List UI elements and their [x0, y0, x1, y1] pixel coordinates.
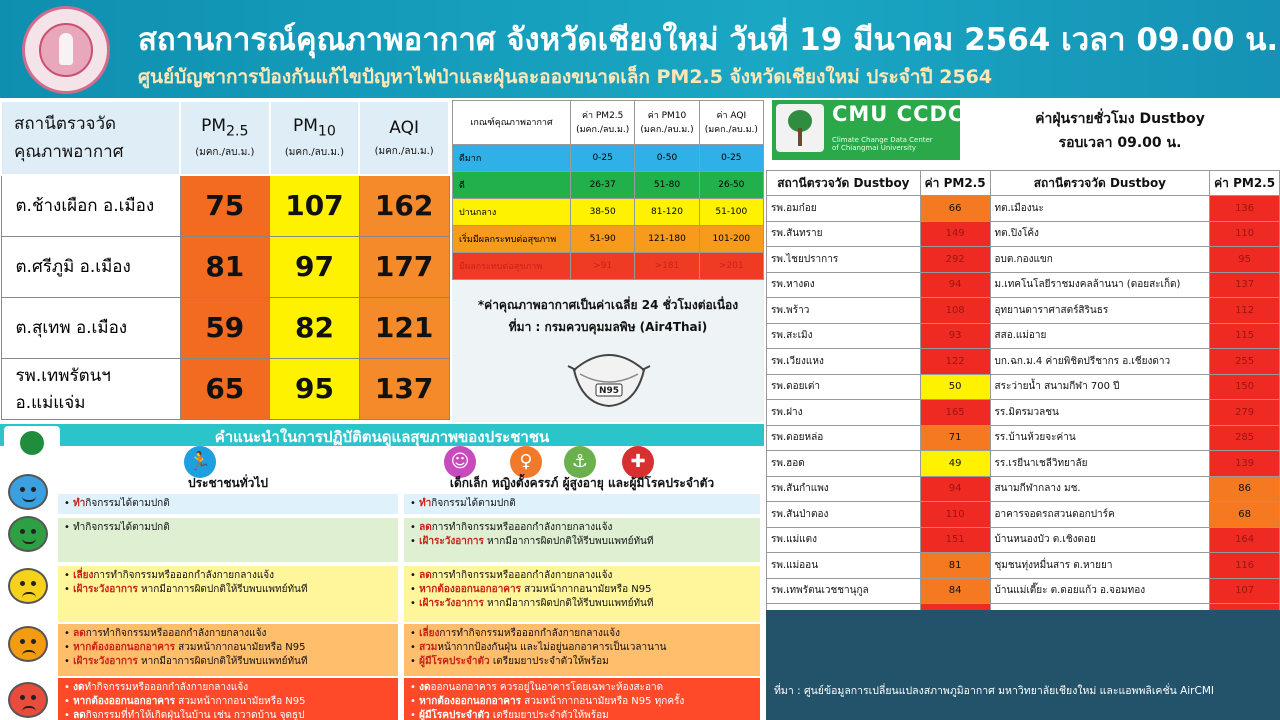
bullet-icon: •: [64, 696, 74, 707]
risk-advice-level-2: [404, 518, 760, 562]
dustboy-station-right: บก.ฉก.ม.4 ค่ายพิชิตปรีชากร อ.เชียงดาว: [990, 349, 1210, 375]
risk-advice-level-1: [404, 494, 760, 514]
dustboy-station-right: รร.มิตรมวลชน: [990, 400, 1210, 426]
advice-text: กิจกรรมได้ตามปกติ: [85, 498, 170, 509]
general-advice-level-1: [58, 494, 398, 514]
dustboy-pm-left: 93: [920, 323, 990, 349]
pm10-header: [270, 101, 360, 175]
advice-line: [410, 709, 754, 720]
general-advice-level-5: [58, 678, 398, 720]
advice-line: [64, 497, 392, 511]
station-name: ต.ช้างเผือก อ.เมือง: [1, 175, 180, 236]
table-row: [767, 502, 1280, 528]
advice-keyword: เฝ้าระวังอาการ: [419, 536, 484, 547]
criteria-aqi-unit: (มคก./ลบ.ม.): [704, 124, 758, 135]
pm25-value: 81: [180, 236, 270, 297]
advice-text: สวมหน้ากากอนามัยหรือ N95: [520, 584, 652, 595]
runner-icon: 🏃: [184, 446, 216, 478]
dustboy-pm-left: 108: [920, 298, 990, 324]
dustboy-table: [766, 170, 1280, 655]
aqi-header: [359, 101, 449, 175]
criteria-level: ปานกลาง: [453, 199, 571, 226]
criteria-level: ดี: [453, 172, 571, 199]
dustboy-station-left: รพ.สันกำแพง: [767, 476, 921, 502]
advice-line: [64, 569, 392, 583]
advice-text: ทำกิจกรรมหรือออกกำลังกายกลางแจ้ง: [84, 682, 249, 693]
face-very-good-icon: [8, 474, 48, 510]
advice-text: ทำกิจกรรมได้ตามปกติ: [73, 522, 170, 533]
criteria-pm10-unit: (มคก./ลบ.ม.): [640, 124, 694, 135]
criteria-pm10: 81-120: [635, 199, 699, 226]
bullet-icon: •: [410, 536, 420, 547]
dustboy-pm-right: 107: [1210, 578, 1280, 604]
advice-text: สวมหน้ากากอนามัยหรือ N95 ทุกครั้ง: [520, 696, 685, 707]
dustboy-pm-right: 139: [1210, 451, 1280, 477]
dustboy-station-left: รพ.ฝาง: [767, 400, 921, 426]
dustboy-pm-right: 150: [1210, 374, 1280, 400]
bullet-icon: •: [64, 570, 74, 581]
dustboy-pm-left: 66: [920, 196, 990, 222]
dustboy-pm-left: 165: [920, 400, 990, 426]
face-good-icon: [8, 516, 48, 552]
risk-group-label: เด็กเล็ก หญิงตั้งครรภ์ ผู้สูงอายุ และผู้มีโรคประจำตัว: [449, 476, 715, 490]
dustboy-station-left: รพ.สะเมิง: [767, 323, 921, 349]
dustboy-station-left: รพ.แม่ออน: [767, 553, 921, 579]
table-row: [1, 358, 449, 419]
dustboy-station-left: รพ.เทพรัตนเวชชานุกูล: [767, 578, 921, 604]
table-row: [767, 349, 1280, 375]
criteria-pm25: 38-50: [571, 199, 635, 226]
pm10-value: 107: [270, 175, 360, 236]
advice-line: [410, 655, 754, 669]
advice-line: [64, 681, 392, 695]
dustboy-pm-left: 50: [920, 374, 990, 400]
criteria-note-source: ที่มา : กรมควบคุมมลพิษ (Air4Thai): [508, 320, 708, 334]
criteria-aqi: 101-200: [699, 226, 763, 253]
dustboy-station-header-right: สถานีตรวจวัด Dustboy: [990, 171, 1210, 196]
dustboy-pm-right: 279: [1210, 400, 1280, 426]
criteria-row: [453, 253, 764, 280]
face-mouth: [22, 592, 36, 598]
dustboy-pm-left: 94: [920, 272, 990, 298]
criteria-note: [452, 294, 764, 338]
advice-keyword: งด: [73, 682, 85, 693]
advice-text: สวมหน้ากากอนามัยหรือ N95: [174, 642, 306, 653]
aqi-value: 137: [359, 358, 449, 419]
face-mouth: [22, 538, 36, 544]
dustboy-station-left: รพ.เวียงแหง: [767, 349, 921, 375]
advice-text: การทำกิจกรรมหรือออกกำลังกายกลางแจ้ง: [431, 522, 613, 533]
advice-line: [410, 583, 754, 597]
advice-line: [64, 709, 392, 720]
bullet-icon: •: [64, 642, 74, 653]
dustboy-title-line2: รอบเวลา 09.00 น.: [1058, 135, 1182, 151]
seal-emblem-icon: [39, 23, 93, 77]
station-name: รพ.เทพรัตนฯ อ.แม่แจ่ม: [1, 358, 180, 419]
bullet-icon: •: [410, 710, 420, 720]
criteria-pm25: 26-37: [571, 172, 635, 199]
dustboy-station-right: รร.เรยีนาเชลีวิทยาลัย: [990, 451, 1210, 477]
advice-text: หากมีอาการผิดปกติให้รีบพบแพทย์ทันที: [483, 536, 654, 547]
dustboy-station-right: อาคารจอดรถสวนดอกปาร์ค: [990, 502, 1210, 528]
criteria-pm10: 121-180: [635, 226, 699, 253]
criteria-aqi: 26-50: [699, 172, 763, 199]
dustboy-pm-left: 110: [920, 502, 990, 528]
cmu-sub-line1: Climate Change Data Center: [832, 136, 933, 144]
dustboy-station-left: รพ.ไชยปราการ: [767, 247, 921, 273]
bullet-icon: •: [64, 498, 74, 509]
face-moderate-icon: [8, 568, 48, 604]
pm25-value: 75: [180, 175, 270, 236]
pm25-unit: (มคก./ลบ.ม.): [195, 147, 255, 159]
criteria-pm25: >91: [571, 253, 635, 280]
criteria-aqi-label: ค่า AQI: [716, 110, 747, 121]
dustboy-title-line1: ค่าฝุ่นรายชั่วโมง Dustboy: [1035, 111, 1205, 127]
face-mouth: [22, 496, 36, 502]
table-row: [767, 221, 1280, 247]
advice-keyword: ทำ: [419, 498, 432, 509]
advice-line: [64, 655, 392, 669]
risk-advice-level-4: [404, 624, 760, 676]
criteria-aqi: >201: [699, 253, 763, 280]
general-advice-level-2: [58, 518, 398, 562]
dustboy-pm-left: 84: [920, 578, 990, 604]
bullet-icon: •: [64, 584, 74, 595]
dustboy-pm-right: 68: [1210, 502, 1280, 528]
bullet-icon: •: [64, 682, 74, 693]
advice-text: การทำกิจกรรมหรือออกกำลังกายกลางแจ้ง: [85, 628, 267, 639]
dustboy-station-left: รพ.ดอยหล่อ: [767, 425, 921, 451]
face-unhealthy-icon: [8, 626, 48, 662]
patient-icon: ✚: [622, 446, 654, 478]
dustboy-pm-left: 149: [920, 221, 990, 247]
criteria-aqi: 0-25: [699, 145, 763, 172]
advice-line: [410, 681, 754, 695]
criteria-pm10: 51-80: [635, 172, 699, 199]
elderly-icon: ⚓: [564, 446, 596, 478]
page-subtitle: ศูนย์บัญชาการป้องกันแก้ไขปัญหาไฟป่าและฝุ่นละอองขนาดเล็ก PM2.5 จังหวัดเชียงใหม่ ประจำปี 2564: [138, 66, 993, 88]
bullet-icon: •: [410, 642, 420, 653]
dustboy-station-left: รพ.พร้าว: [767, 298, 921, 324]
criteria-pm25: 51-90: [571, 226, 635, 253]
bullet-icon: •: [64, 628, 74, 639]
table-row: [767, 247, 1280, 273]
bullet-icon: •: [410, 598, 420, 609]
pm10-header-sub: 10: [317, 123, 336, 140]
table-row: [767, 374, 1280, 400]
dustboy-pm-right: 285: [1210, 425, 1280, 451]
advice-keyword: หากต้องออกนอกอาคาร: [419, 584, 521, 595]
table-row: [767, 527, 1280, 553]
advice-text: เตรียมยาประจำตัวให้พร้อม: [489, 656, 609, 667]
table-row: [767, 400, 1280, 426]
pm10-header-label: PM: [292, 115, 318, 136]
advice-keyword: เฝ้าระวังอาการ: [73, 656, 138, 667]
dustboy-pm-right: 110: [1210, 221, 1280, 247]
advice-text: การทำกิจกรรมหรือออกกำลังกายกลางแจ้ง: [439, 628, 621, 639]
dustboy-table-body: [767, 196, 1280, 655]
advice-line: [410, 597, 754, 611]
face-mouth: [22, 650, 36, 656]
criteria-label-header: เกณฑ์คุณภาพอากาศ: [453, 101, 571, 145]
general-advice-level-3: [58, 566, 398, 622]
criteria-note-avg: *ค่าคุณภาพอากาศเป็นค่าเฉลี่ย 24 ชั่วโมงต่อเนื่อง: [477, 298, 739, 312]
pm25-header-label: PM: [201, 115, 227, 136]
advice-keyword: หากต้องออกนอกอาคาร: [419, 696, 521, 707]
dustboy-pm-left: 49: [920, 451, 990, 477]
criteria-pm10-label: ค่า PM10: [647, 110, 687, 121]
pm25-value: 65: [180, 358, 270, 419]
pm25-header: [180, 101, 270, 175]
table-row: [1, 236, 449, 297]
criteria-pm25-header: [571, 101, 635, 145]
page-title: สถานการณ์คุณภาพอากาศ จังหวัดเชียงใหม่ วันที่ 19 มีนาคม 2564 เวลา 09.00 น.: [138, 22, 1279, 58]
station-name: ต.สุเทพ อ.เมือง: [1, 297, 180, 358]
bullet-icon: •: [64, 710, 74, 720]
advice-line: [64, 695, 392, 709]
general-public-label: ประชาชนทั่วไป: [187, 476, 269, 490]
pm10-value: 95: [270, 358, 360, 419]
table-row: [767, 298, 1280, 324]
criteria-pm10: 0-50: [635, 145, 699, 172]
dustboy-station-left: รพ.สันทราย: [767, 221, 921, 247]
dustboy-station-right: ชุมชนทุ่งหมื่นสาร ต.หายยา: [990, 553, 1210, 579]
criteria-pm10: >181: [635, 253, 699, 280]
advice-text: การทำกิจกรรมหรือออกกำลังกายกลางแจ้ง: [93, 570, 275, 581]
criteria-row: [453, 172, 764, 199]
criteria-aqi: 51-100: [699, 199, 763, 226]
advice-keyword: ผู้มีโรคประจำตัว: [419, 710, 490, 720]
dustboy-station-right: อุทยานดาราศาสตร์สิรินธร: [990, 298, 1210, 324]
advice-keyword: เลี่ยง: [419, 628, 440, 639]
risk-advice-level-5: [404, 678, 760, 720]
risk-group-header: [404, 446, 760, 492]
station-name-header: สถานีตรวจวัด คุณภาพอากาศ: [1, 101, 180, 175]
advice-line: [410, 535, 754, 549]
criteria-pm25: 0-25: [571, 145, 635, 172]
advice-keyword: ผู้มีโรคประจำตัว: [419, 656, 490, 667]
dustboy-pm-right: 112: [1210, 298, 1280, 324]
criteria-level: ดีมาก: [453, 145, 571, 172]
advice-keyword: หากต้องออกนอกอาคาร: [73, 696, 175, 707]
pm25-header-sub: 2.5: [226, 123, 249, 140]
dustboy-station-right: สนามกีฬากลาง มช.: [990, 476, 1210, 502]
advice-text: ออกนอกอาคาร ควรอยู่ในอาคารโดยเฉพาะห้องสะอาด: [430, 682, 664, 693]
pm10-value: 97: [270, 236, 360, 297]
dustboy-station-left: รพ.ฮอด: [767, 451, 921, 477]
advice-keyword: เฝ้าระวังอาการ: [73, 584, 138, 595]
dustboy-header-row: [767, 171, 1280, 196]
criteria-level: มีผลกระทบต่อสุขภาพ: [453, 253, 571, 280]
dustboy-source: ที่มา : ศูนย์ข้อมูลการเปลี่ยนแปลงสภาพภูมิอากาศ มหาวิทยาลัยเชียงใหม่ และแอพพลิเคชั่น AirCMI: [774, 685, 1214, 697]
criteria-row: [453, 145, 764, 172]
advice-text: หากมีอาการผิดปกติให้รีบพบแพทย์ทันที: [483, 598, 654, 609]
advice-line: [64, 521, 392, 535]
cmu-brand: CMU CCDC: [832, 102, 965, 126]
bullet-icon: •: [410, 570, 420, 581]
advice-keyword: สวม: [419, 642, 438, 653]
aqi-unit: (มคก./ลบ.ม.): [374, 145, 434, 157]
dustboy-footer: [766, 610, 1280, 720]
criteria-table: [452, 100, 764, 280]
dustboy-pm-right: 86: [1210, 476, 1280, 502]
advice-title: คำแนะนำในการปฏิบัติตนดูแลสุขภาพของประชาชน: [214, 428, 550, 446]
advice-keyword: ทำ: [73, 498, 86, 509]
criteria-row: [453, 199, 764, 226]
advice-line: [64, 627, 392, 641]
advice-line: [64, 641, 392, 655]
general-public-header: [56, 446, 400, 492]
dustboy-pm-left: 292: [920, 247, 990, 273]
pm10-value: 82: [270, 297, 360, 358]
advice-text: เตรียมยาประจำตัวให้พร้อม: [489, 710, 609, 720]
criteria-pm25-label: ค่า PM2.5: [581, 110, 624, 121]
station-table: [0, 100, 450, 420]
advice-line: [410, 641, 754, 655]
dustboy-station-left: รพ.แม่แตง: [767, 527, 921, 553]
pm10-unit: (มคก./ลบ.ม.): [284, 147, 345, 159]
advice-line: [410, 627, 754, 641]
advice-text: หน้ากากป้องกันฝุ่น และไม่อยู่นอกอาคารเป็นเวลานาน: [437, 642, 667, 653]
criteria-row: [453, 226, 764, 253]
dustboy-station-left: รพ.อมก๋อย: [767, 196, 921, 222]
advice-line: [410, 521, 754, 535]
bullet-icon: •: [410, 682, 420, 693]
dustboy-station-right: ทต.ปิงโค้ง: [990, 221, 1210, 247]
advice-line: [410, 569, 754, 583]
dustboy-pm-left: 71: [920, 425, 990, 451]
dustboy-pm-left: 81: [920, 553, 990, 579]
criteria-level: เริ่มมีผลกระทบต่อสุขภาพ: [453, 226, 571, 253]
advice-line: [410, 497, 754, 511]
table-row: [1, 175, 449, 236]
bullet-icon: •: [410, 656, 420, 667]
aqi-value: 121: [359, 297, 449, 358]
station-name: ต.ศรีภูมิ อ.เมือง: [1, 236, 180, 297]
advice-text: กิจกรรมได้ตามปกติ: [431, 498, 516, 509]
dustboy-station-right: รร.บ้านห้วยจะค่าน: [990, 425, 1210, 451]
table-row: [767, 272, 1280, 298]
table-row: [767, 451, 1280, 477]
dustboy-station-right: ม.เทคโนโลยีราชมงคลล้านนา (ดอยสะเก็ด): [990, 272, 1210, 298]
advice-keyword: ลด: [73, 628, 86, 639]
advice-line: [410, 695, 754, 709]
face-mouth: [22, 706, 36, 712]
dustboy-station-left: รพ.หางดง: [767, 272, 921, 298]
bullet-icon: •: [410, 498, 420, 509]
aqi-header-label: AQI: [389, 117, 420, 138]
criteria-aqi-header: [699, 101, 763, 145]
criteria-pm10-header: [635, 101, 699, 145]
advice-text: หากมีอาการผิดปกติให้รีบพบแพทย์ทันที: [137, 656, 308, 667]
table-row: [767, 476, 1280, 502]
station-table-header: [1, 101, 449, 175]
advice-keyword: ลด: [419, 570, 432, 581]
dustboy-pm-left: 151: [920, 527, 990, 553]
dustboy-station-right: สระว่ายน้ำ สนามกีฬา 700 ปี: [990, 374, 1210, 400]
dustboy-title: [970, 107, 1270, 155]
risk-advice-level-3: [404, 566, 760, 622]
cmu-brand-sub: [832, 136, 958, 152]
dustboy-pm-left: 94: [920, 476, 990, 502]
face-very-unhealthy-icon: [8, 682, 48, 718]
bullet-icon: •: [410, 628, 420, 639]
general-advice-level-4: [58, 624, 398, 676]
advice-text: หากมีอาการผิดปกติให้รีบพบแพทย์ทันที: [137, 584, 308, 595]
dustboy-station-left: รพ.สันป่าตอง: [767, 502, 921, 528]
dustboy-pm-right: 116: [1210, 553, 1280, 579]
dustboy-station-header-left: สถานีตรวจวัด Dustboy: [767, 171, 921, 196]
advice-keyword: หากต้องออกนอกอาคาร: [73, 642, 175, 653]
dustboy-pm-right: 115: [1210, 323, 1280, 349]
advice-keyword: ลด: [73, 710, 86, 720]
bullet-icon: •: [64, 522, 74, 533]
advice-line: [64, 583, 392, 597]
aqi-value: 162: [359, 175, 449, 236]
dustboy-station-right: บ้านแม่เตี๊ยะ ต.ดอยแก้ว อ.จอมทอง: [990, 578, 1210, 604]
criteria-header-row: [453, 101, 764, 145]
table-row: [1, 297, 449, 358]
dustboy-pm-right: 136: [1210, 196, 1280, 222]
advice-keyword: ลด: [419, 522, 432, 533]
advice-text: กิจกรรมที่ทำให้เกิดฝุ่นในบ้าน เช่น กวาดบ้าน จุดธูป: [85, 710, 305, 720]
tree-trunk-icon: [798, 128, 802, 146]
mask-label: N95: [598, 386, 620, 396]
table-row: [767, 196, 1280, 222]
child-icon: ☺: [444, 446, 476, 478]
advice-text: สวมหน้ากากอนามัยหรือ N95: [174, 696, 306, 707]
dustboy-station-right: สสอ.แม่อาย: [990, 323, 1210, 349]
dustboy-station-right: บ้านหนองบัว ต.เชิงดอย: [990, 527, 1210, 553]
bullet-icon: •: [410, 696, 420, 707]
bullet-icon: •: [410, 522, 420, 533]
dustboy-pm-right: 164: [1210, 527, 1280, 553]
bullet-icon: •: [64, 656, 74, 667]
dustboy-pm-left: 122: [920, 349, 990, 375]
criteria-pm25-unit: (มคก./ลบ.ม.): [576, 124, 630, 135]
dustboy-pm-right: 137: [1210, 272, 1280, 298]
bullet-icon: •: [410, 584, 420, 595]
dustboy-pm-header-left: ค่า PM2.5: [920, 171, 990, 196]
table-row: [767, 425, 1280, 451]
advice-keyword: งด: [419, 682, 431, 693]
dustboy-pm-right: 95: [1210, 247, 1280, 273]
dustboy-pm-header-right: ค่า PM2.5: [1210, 171, 1280, 196]
dustboy-station-right: อบต.กองแขก: [990, 247, 1210, 273]
aqi-value: 177: [359, 236, 449, 297]
province-seal-logo: [22, 6, 110, 94]
advice-text: การทำกิจกรรมหรือออกกำลังกายกลางแจ้ง: [431, 570, 613, 581]
dustboy-station-right: ทต.เมืองนะ: [990, 196, 1210, 222]
advice-keyword: เฝ้าระวังอาการ: [419, 598, 484, 609]
dustboy-station-left: รพ.ดอยเต่า: [767, 374, 921, 400]
table-row: [767, 323, 1280, 349]
advice-keyword: เลี่ยง: [73, 570, 94, 581]
pregnant-icon: ♀: [510, 446, 542, 478]
table-row: [767, 553, 1280, 579]
cmu-sub-line2: of Chiangmai University: [832, 144, 916, 152]
pm25-value: 59: [180, 297, 270, 358]
table-row: [767, 578, 1280, 604]
n95-mask-icon: [566, 340, 652, 410]
dustboy-pm-right: 255: [1210, 349, 1280, 375]
